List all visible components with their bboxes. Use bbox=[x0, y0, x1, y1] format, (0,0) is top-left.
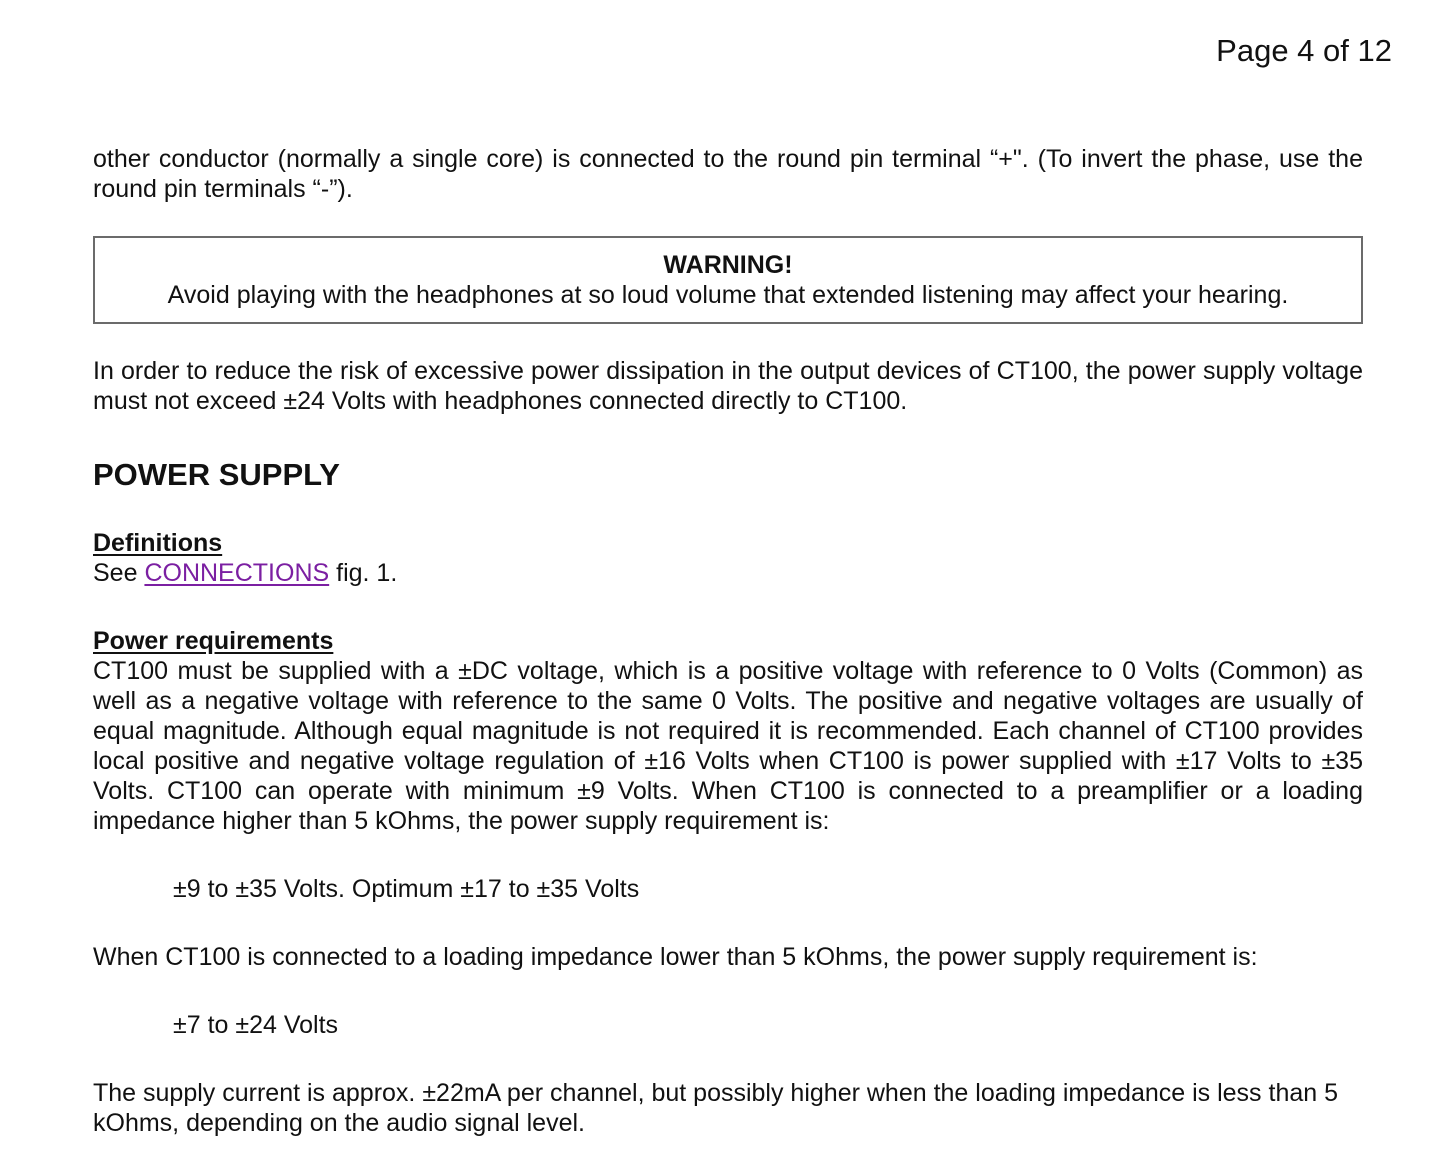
definitions-text bbox=[93, 558, 1363, 588]
intro-paragraph: other conductor (normally a single core) is connected to the round pin terminal “+". (To invert the phase, use the round pin terminals “-”). bbox=[93, 145, 1363, 203]
low-impedance-paragraph: When CT100 is connected to a loading impedance lower than 5 kOhms, the power supply requirement is: bbox=[93, 943, 1258, 971]
supply-current-paragraph: The supply current is approx. ±22mA per channel, but possibly higher when the loading impedance is less than 5 kOhms, depending on the audio signal level. bbox=[93, 1079, 1339, 1137]
warning-title: WARNING! bbox=[663, 251, 793, 279]
definitions-suffix: fig. 1. bbox=[329, 559, 398, 587]
page-number: Page 4 of 12 bbox=[1216, 33, 1392, 68]
connections-link[interactable]: CONNECTIONS bbox=[144, 559, 330, 587]
definitions-section bbox=[93, 528, 1363, 588]
power-requirements-body: CT100 must be supplied with a ±DC voltage, which is a positive voltage with reference to 0 Volts (Common) as well as a negative voltage with reference to the same 0 Volts. The positive and negative voltages are usually of equal magnitude. Although equal magnitude is not required it is recommended. Each channel of CT100 provides local positive and negative voltage regulation of ±16 Volts when CT100 is power supplied with ±17 Volts to ±35 Volts. CT100 can operate with minimum ±9 Volts. When CT100 is connected to a preamplifier or a loading impedance higher than 5 kOhms, the power supply requirement is: bbox=[93, 657, 1363, 835]
voltage-range-high: ±9 to ±35 Volts. Optimum ±17 to ±35 Volts bbox=[173, 875, 640, 903]
definitions-prefix: See bbox=[93, 559, 145, 587]
warning-text: Avoid playing with the headphones at so loud volume that extended listening may affect your hearing. bbox=[167, 281, 1289, 309]
warning-box bbox=[93, 236, 1363, 324]
document-body bbox=[93, 144, 1363, 1138]
voltage-range-low: ±7 to ±24 Volts bbox=[173, 1011, 339, 1039]
power-requirements-heading: Power requirements bbox=[93, 627, 334, 655]
section-heading-power-supply: POWER SUPPLY bbox=[93, 457, 340, 492]
risk-paragraph: In order to reduce the risk of excessive power dissipation in the output devices of CT100, the power supply voltage must not exceed ±24 Volts with headphones connected directly to CT100. bbox=[93, 357, 1363, 415]
definitions-heading: Definitions bbox=[93, 529, 223, 557]
power-requirements-section bbox=[93, 626, 1363, 1138]
